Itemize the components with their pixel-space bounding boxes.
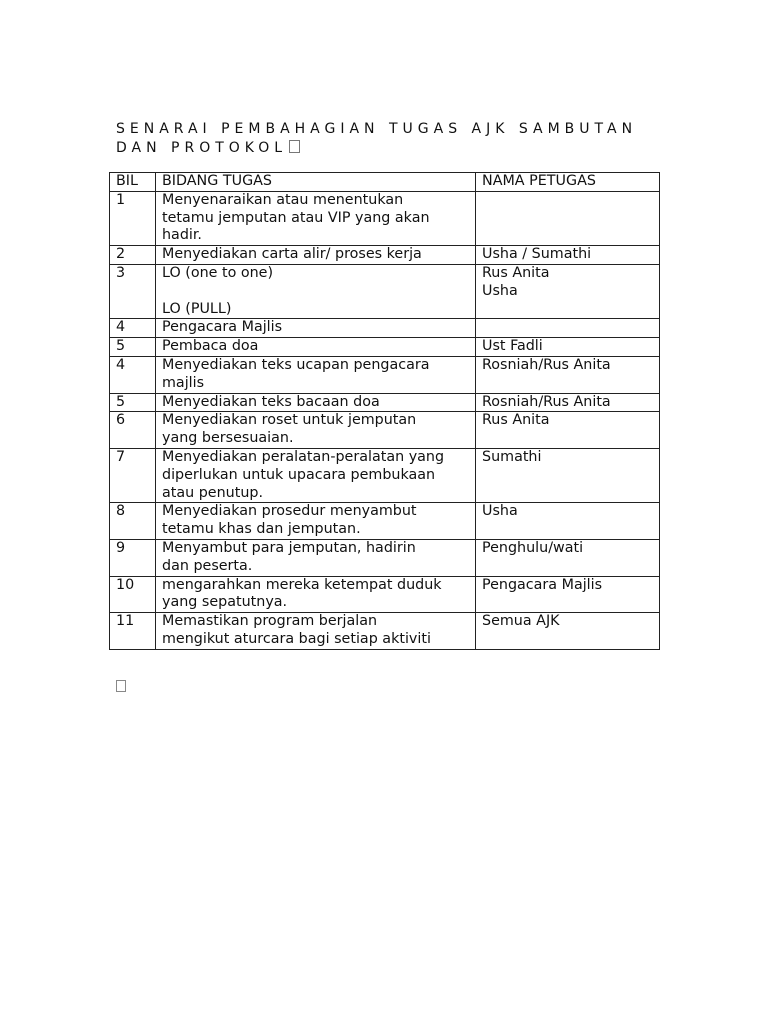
cell-bidang-tugas (156, 613, 476, 650)
officer-name: Rosniah/Rus Anita (482, 356, 611, 373)
title-line-1: SENARAI PEMBAHAGIAN TUGAS AJK SAMBUTAN (116, 121, 638, 137)
task-line: mengarahkan mereka ketempat duduk (162, 576, 442, 593)
cell-nama-petugas (476, 191, 660, 245)
cell-nama-petugas (476, 246, 660, 265)
officer-name: Usha (482, 503, 518, 520)
task-line: majlis (162, 374, 205, 391)
title-line-2-text: DAN PROTOKOL (116, 140, 288, 156)
cell-bidang-tugas (156, 338, 476, 357)
task-line: atau penutup. (162, 484, 264, 501)
cell-nama-petugas (476, 613, 660, 650)
cell-bidang-tugas (156, 356, 476, 393)
officer-name: Usha (482, 282, 518, 299)
task-table-body (110, 191, 660, 649)
cell-nama-petugas (476, 448, 660, 502)
task-line: yang sepatutnya. (162, 594, 288, 611)
task-line: yang bersesuaian. (162, 430, 294, 447)
table-row (110, 319, 660, 338)
cell-bil: 8 (110, 503, 156, 540)
header-bidang-tugas: BIDANG TUGAS (156, 173, 476, 192)
cell-bidang-tugas (156, 448, 476, 502)
task-line: Menyambut para jemputan, hadirin (162, 539, 416, 556)
task-line: mengikut aturcara bagi setiap aktiviti (162, 630, 431, 647)
cell-bil: 7 (110, 448, 156, 502)
cell-bil: 5 (110, 338, 156, 357)
cell-bidang-tugas (156, 503, 476, 540)
table-row (110, 576, 660, 613)
cell-nama-petugas (476, 393, 660, 412)
missing-glyph-icon (289, 140, 300, 153)
header-bil: BIL (110, 173, 156, 192)
task-line: hadir. (162, 227, 202, 244)
task-line: LO (PULL) (162, 300, 232, 317)
table-row (110, 246, 660, 265)
task-line: diperlukan untuk upacara pembukaan (162, 466, 436, 483)
task-table (109, 172, 660, 650)
task-line: Menyediakan carta alir/ proses kerja (162, 246, 422, 263)
task-line: Memastikan program berjalan (162, 613, 378, 630)
cell-bidang-tugas (156, 264, 476, 318)
task-line: Menyenaraikan atau menentukan (162, 191, 404, 208)
cell-bidang-tugas (156, 412, 476, 449)
task-line: Menyediakan roset untuk jemputan (162, 412, 417, 429)
cell-bidang-tugas (156, 319, 476, 338)
cell-bil: 4 (110, 319, 156, 338)
table-row (110, 412, 660, 449)
task-line: tetamu jemputan atau VIP yang akan (162, 209, 430, 226)
cell-nama-petugas (476, 338, 660, 357)
officer-name: Rus Anita (482, 264, 550, 281)
header-nama-petugas: NAMA PETUGAS (476, 173, 660, 192)
missing-glyph-icon (116, 680, 126, 692)
cell-nama-petugas (476, 412, 660, 449)
cell-bil: 2 (110, 246, 156, 265)
officer-name: Rus Anita (482, 412, 550, 429)
table-row (110, 264, 660, 318)
cell-bil: 11 (110, 613, 156, 650)
cell-bidang-tugas (156, 191, 476, 245)
task-line: Menyediakan teks ucapan pengacara (162, 356, 430, 373)
table-row (110, 448, 660, 502)
cell-nama-petugas (476, 356, 660, 393)
task-line: dan peserta. (162, 557, 253, 574)
table-header-row (110, 173, 660, 192)
task-line: tetamu khas dan jemputan. (162, 521, 361, 538)
cell-bil: 3 (110, 264, 156, 318)
cell-bil: 10 (110, 576, 156, 613)
officer-name: Usha / Sumathi (482, 246, 592, 263)
task-line: Pengacara Majlis (162, 319, 283, 336)
table-row (110, 613, 660, 650)
cell-nama-petugas (476, 539, 660, 576)
officer-name: Semua AJK (482, 613, 560, 630)
cell-bidang-tugas (156, 539, 476, 576)
officer-name: Penghulu/wati (482, 539, 584, 556)
cell-bidang-tugas (156, 246, 476, 265)
table-row (110, 393, 660, 412)
cell-bidang-tugas (156, 393, 476, 412)
table-row (110, 356, 660, 393)
cell-bidang-tugas (156, 576, 476, 613)
officer-name: Pengacara Majlis (482, 576, 603, 593)
cell-bil: 6 (110, 412, 156, 449)
task-line: LO (one to one) (162, 264, 274, 281)
table-row (110, 191, 660, 245)
cell-bil: 1 (110, 191, 156, 245)
task-line: Menyediakan peralatan-peralatan yang (162, 448, 445, 465)
document-title (116, 120, 676, 158)
cell-nama-petugas (476, 503, 660, 540)
cell-bil: 4 (110, 356, 156, 393)
cell-nama-petugas (476, 576, 660, 613)
table-row (110, 338, 660, 357)
officer-name: Rosniah/Rus Anita (482, 393, 611, 410)
cell-nama-petugas (476, 264, 660, 318)
officer-name: Ust Fadli (482, 338, 543, 355)
task-line: Pembaca doa (162, 338, 259, 355)
title-line-2 (116, 139, 676, 158)
table-row (110, 503, 660, 540)
officer-name: Sumathi (482, 448, 542, 465)
cell-nama-petugas (476, 319, 660, 338)
cell-bil: 5 (110, 393, 156, 412)
table-row (110, 539, 660, 576)
task-line: Menyediakan prosedur menyambut (162, 503, 417, 520)
task-line: Menyediakan teks bacaan doa (162, 393, 380, 410)
task-line (162, 283, 471, 301)
cell-bil: 9 (110, 539, 156, 576)
